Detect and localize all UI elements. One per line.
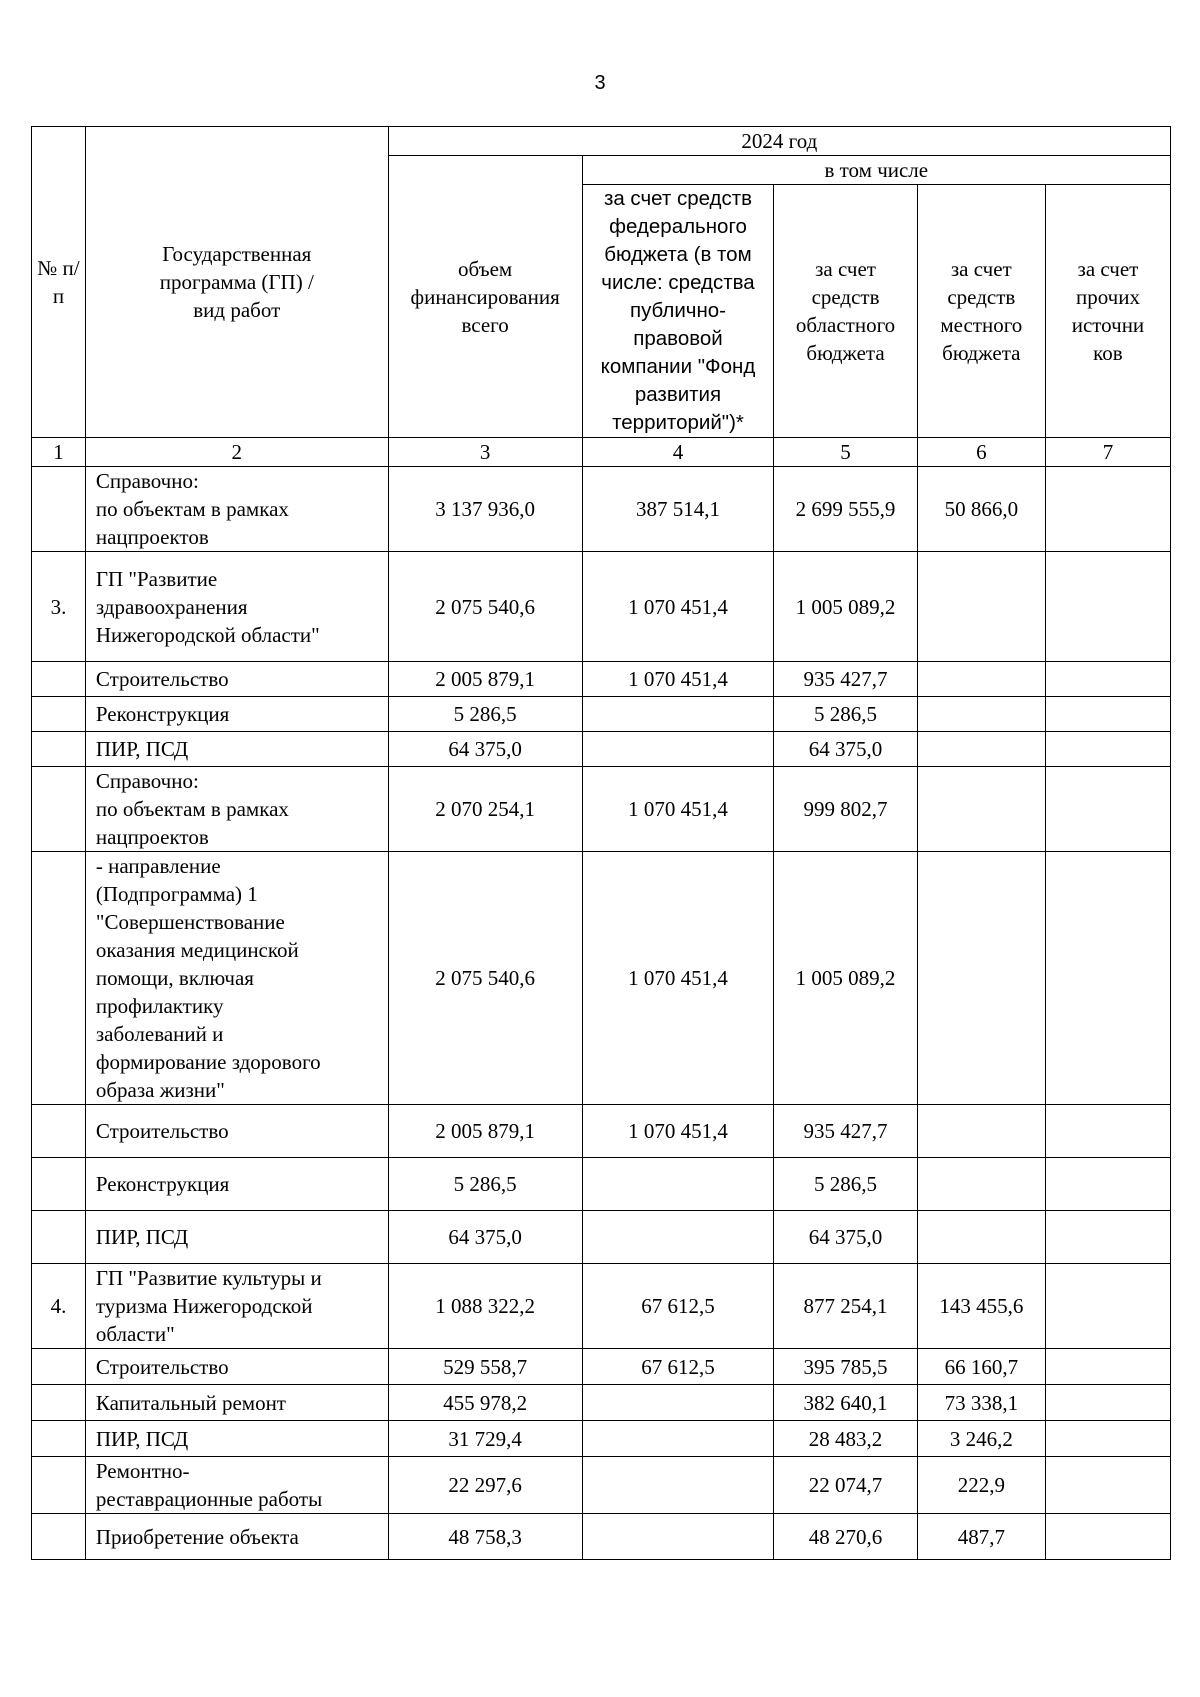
total-amount-cell: 1 088 322,2 bbox=[388, 1264, 582, 1349]
row-number-cell: 4. bbox=[32, 1264, 86, 1349]
row-number-cell bbox=[32, 732, 86, 767]
other-amount-cell bbox=[1045, 1385, 1170, 1421]
other-amount-cell bbox=[1045, 1211, 1170, 1264]
work-type-cell: Реконструкция bbox=[85, 1158, 388, 1211]
total-amount-cell: 64 375,0 bbox=[388, 732, 582, 767]
table-row bbox=[32, 1105, 1171, 1158]
federal-amount-cell: 67 612,5 bbox=[582, 1349, 774, 1385]
federal-amount-cell: 387 514,1 bbox=[582, 467, 774, 552]
local-amount-cell: 50 866,0 bbox=[917, 467, 1045, 552]
local-amount-cell bbox=[917, 732, 1045, 767]
col-program-header bbox=[85, 127, 388, 438]
local-amount-cell: 143 455,6 bbox=[917, 1264, 1045, 1349]
col-local-header-text: за счет средств местного бюджета bbox=[940, 257, 1023, 365]
index-cell: 2 bbox=[85, 438, 388, 467]
index-cell: 7 bbox=[1045, 438, 1170, 467]
federal-amount-cell: 1 070 451,4 bbox=[582, 552, 774, 662]
regional-amount-cell: 877 254,1 bbox=[774, 1264, 917, 1349]
col-local-header bbox=[917, 185, 1045, 438]
row-number-cell bbox=[32, 662, 86, 697]
total-amount-cell: 2 075 540,6 bbox=[388, 852, 582, 1105]
col-program-header-text: Государственная программа (ГП) / вид работ bbox=[159, 242, 314, 322]
row-number-cell bbox=[32, 1158, 86, 1211]
federal-amount-cell: 1 070 451,4 bbox=[582, 852, 774, 1105]
row-number-cell: 3. bbox=[32, 552, 86, 662]
local-amount-cell bbox=[917, 1105, 1045, 1158]
local-amount-cell: 66 160,7 bbox=[917, 1349, 1045, 1385]
local-amount-cell bbox=[917, 852, 1045, 1105]
row-number-cell bbox=[32, 1457, 86, 1514]
col-num-header: № п/п bbox=[32, 127, 86, 438]
regional-amount-cell: 5 286,5 bbox=[774, 697, 917, 732]
row-number-cell bbox=[32, 1349, 86, 1385]
local-amount-cell: 487,7 bbox=[917, 1514, 1045, 1560]
table-row bbox=[32, 732, 1171, 767]
year-header: 2024 год bbox=[388, 127, 1170, 156]
other-amount-cell bbox=[1045, 1105, 1170, 1158]
federal-amount-cell bbox=[582, 697, 774, 732]
total-amount-cell: 2 005 879,1 bbox=[388, 1105, 582, 1158]
regional-amount-cell: 22 074,7 bbox=[774, 1457, 917, 1514]
other-amount-cell bbox=[1045, 467, 1170, 552]
regional-amount-cell: 64 375,0 bbox=[774, 1211, 917, 1264]
total-amount-cell: 64 375,0 bbox=[388, 1211, 582, 1264]
total-amount-cell: 3 137 936,0 bbox=[388, 467, 582, 552]
total-amount-cell: 5 286,5 bbox=[388, 697, 582, 732]
total-amount-cell: 2 005 879,1 bbox=[388, 662, 582, 697]
header-row-year bbox=[32, 127, 1171, 156]
regional-amount-cell: 1 005 089,2 bbox=[774, 552, 917, 662]
table-row bbox=[32, 1211, 1171, 1264]
table-row bbox=[32, 662, 1171, 697]
index-cell: 6 bbox=[917, 438, 1045, 467]
local-amount-cell bbox=[917, 1158, 1045, 1211]
col-federal-header-text: за счет средств федерального бюджета (в том числе: средства публично-правовой компании "Фонд развития территорий")* bbox=[600, 187, 756, 434]
work-type-cell: ПИР, ПСД bbox=[85, 1421, 388, 1457]
regional-amount-cell: 935 427,7 bbox=[774, 662, 917, 697]
other-amount-cell bbox=[1045, 852, 1170, 1105]
other-amount-cell bbox=[1045, 1158, 1170, 1211]
regional-amount-cell: 28 483,2 bbox=[774, 1421, 917, 1457]
work-type-cell: Реконструкция bbox=[85, 697, 388, 732]
local-amount-cell: 73 338,1 bbox=[917, 1385, 1045, 1421]
total-amount-cell: 22 297,6 bbox=[388, 1457, 582, 1514]
row-number-cell bbox=[32, 1385, 86, 1421]
table-row bbox=[32, 1158, 1171, 1211]
other-amount-cell bbox=[1045, 1421, 1170, 1457]
local-amount-cell bbox=[917, 767, 1045, 852]
other-amount-cell bbox=[1045, 1457, 1170, 1514]
federal-amount-cell bbox=[582, 1158, 774, 1211]
regional-amount-cell: 1 005 089,2 bbox=[774, 852, 917, 1105]
federal-amount-cell bbox=[582, 1421, 774, 1457]
work-type-cell: Строительство bbox=[85, 1105, 388, 1158]
federal-amount-cell: 1 070 451,4 bbox=[582, 767, 774, 852]
other-amount-cell bbox=[1045, 732, 1170, 767]
federal-amount-cell: 67 612,5 bbox=[582, 1264, 774, 1349]
table-row bbox=[32, 467, 1171, 552]
total-amount-cell: 48 758,3 bbox=[388, 1514, 582, 1560]
table-row bbox=[32, 767, 1171, 852]
table-row bbox=[32, 1385, 1171, 1421]
regional-amount-cell: 64 375,0 bbox=[774, 732, 917, 767]
total-amount-cell: 529 558,7 bbox=[388, 1349, 582, 1385]
table-row bbox=[32, 852, 1171, 1105]
regional-amount-cell: 999 802,7 bbox=[774, 767, 917, 852]
index-cell: 4 bbox=[582, 438, 774, 467]
work-type-cell: Справочно: по объектам в рамках нацпроектов bbox=[85, 467, 388, 552]
table-row bbox=[32, 697, 1171, 732]
total-amount-cell: 5 286,5 bbox=[388, 1158, 582, 1211]
row-number-cell bbox=[32, 467, 86, 552]
work-type-cell: - направление (Подпрограмма) 1 "Совершенствование оказания медицинской помощи, включая профилактику заболеваний и формирование здорового образа жизни" bbox=[85, 852, 388, 1105]
other-amount-cell bbox=[1045, 767, 1170, 852]
table-row bbox=[32, 1421, 1171, 1457]
other-amount-cell bbox=[1045, 1349, 1170, 1385]
federal-amount-cell bbox=[582, 1385, 774, 1421]
federal-amount-cell: 1 070 451,4 bbox=[582, 662, 774, 697]
row-number-cell bbox=[32, 697, 86, 732]
federal-amount-cell bbox=[582, 1211, 774, 1264]
page-number: 3 bbox=[594, 72, 606, 94]
other-amount-cell bbox=[1045, 1264, 1170, 1349]
total-amount-cell: 2 075 540,6 bbox=[388, 552, 582, 662]
index-cell: 5 bbox=[774, 438, 917, 467]
row-number-cell bbox=[32, 852, 86, 1105]
col-total-header-text: объем финансирования всего bbox=[410, 256, 560, 337]
row-number-cell bbox=[32, 1514, 86, 1560]
other-amount-cell bbox=[1045, 662, 1170, 697]
work-type-cell: Капитальный ремонт bbox=[85, 1385, 388, 1421]
row-number-cell bbox=[32, 1105, 86, 1158]
federal-amount-cell bbox=[582, 1457, 774, 1514]
table-row bbox=[32, 1349, 1171, 1385]
work-type-cell: ГП "Развитие культуры и туризма Нижегородской области" bbox=[85, 1264, 388, 1349]
work-type-cell: ГП "Развитие здравоохранения Нижегородской области" bbox=[85, 552, 388, 662]
table-row bbox=[32, 1264, 1171, 1349]
local-amount-cell bbox=[917, 697, 1045, 732]
local-amount-cell bbox=[917, 662, 1045, 697]
index-row bbox=[32, 438, 1171, 467]
regional-amount-cell: 2 699 555,9 bbox=[774, 467, 917, 552]
federal-amount-cell bbox=[582, 732, 774, 767]
row-number-cell bbox=[32, 767, 86, 852]
local-amount-cell bbox=[917, 552, 1045, 662]
financing-table bbox=[31, 126, 1171, 1560]
other-amount-cell bbox=[1045, 697, 1170, 732]
table-row bbox=[32, 552, 1171, 662]
local-amount-cell: 3 246,2 bbox=[917, 1421, 1045, 1457]
col-total-header bbox=[388, 156, 582, 438]
federal-amount-cell bbox=[582, 1514, 774, 1560]
row-number-cell bbox=[32, 1421, 86, 1457]
work-type-cell: ПИР, ПСД bbox=[85, 732, 388, 767]
work-type-cell: Строительство bbox=[85, 662, 388, 697]
other-amount-cell bbox=[1045, 552, 1170, 662]
work-type-cell: Ремонтно- реставрационные работы bbox=[85, 1457, 388, 1514]
table-row bbox=[32, 1514, 1171, 1560]
other-amount-cell bbox=[1045, 1514, 1170, 1560]
col-other-header-text: за счет прочих источни ков bbox=[1071, 257, 1145, 365]
total-amount-cell: 31 729,4 bbox=[388, 1421, 582, 1457]
table-row bbox=[32, 1457, 1171, 1514]
row-number-cell bbox=[32, 1211, 86, 1264]
col-federal-header bbox=[582, 185, 774, 438]
local-amount-cell: 222,9 bbox=[917, 1457, 1045, 1514]
work-type-cell: Справочно: по объектам в рамках нацпроектов bbox=[85, 767, 388, 852]
regional-amount-cell: 5 286,5 bbox=[774, 1158, 917, 1211]
local-amount-cell bbox=[917, 1211, 1045, 1264]
index-cell: 3 bbox=[388, 438, 582, 467]
regional-amount-cell: 48 270,6 bbox=[774, 1514, 917, 1560]
regional-amount-cell: 395 785,5 bbox=[774, 1349, 917, 1385]
index-cell: 1 bbox=[32, 438, 86, 467]
regional-amount-cell: 935 427,7 bbox=[774, 1105, 917, 1158]
total-amount-cell: 455 978,2 bbox=[388, 1385, 582, 1421]
federal-amount-cell: 1 070 451,4 bbox=[582, 1105, 774, 1158]
work-type-cell: Строительство bbox=[85, 1349, 388, 1385]
work-type-cell: Приобретение объекта bbox=[85, 1514, 388, 1560]
total-amount-cell: 2 070 254,1 bbox=[388, 767, 582, 852]
col-regional-header-text: за счет средств областного бюджета bbox=[795, 257, 896, 365]
work-type-cell: ПИР, ПСД bbox=[85, 1211, 388, 1264]
including-header: в том числе bbox=[582, 156, 1170, 185]
regional-amount-cell: 382 640,1 bbox=[774, 1385, 917, 1421]
col-other-header bbox=[1045, 185, 1170, 438]
col-regional-header bbox=[774, 185, 917, 438]
